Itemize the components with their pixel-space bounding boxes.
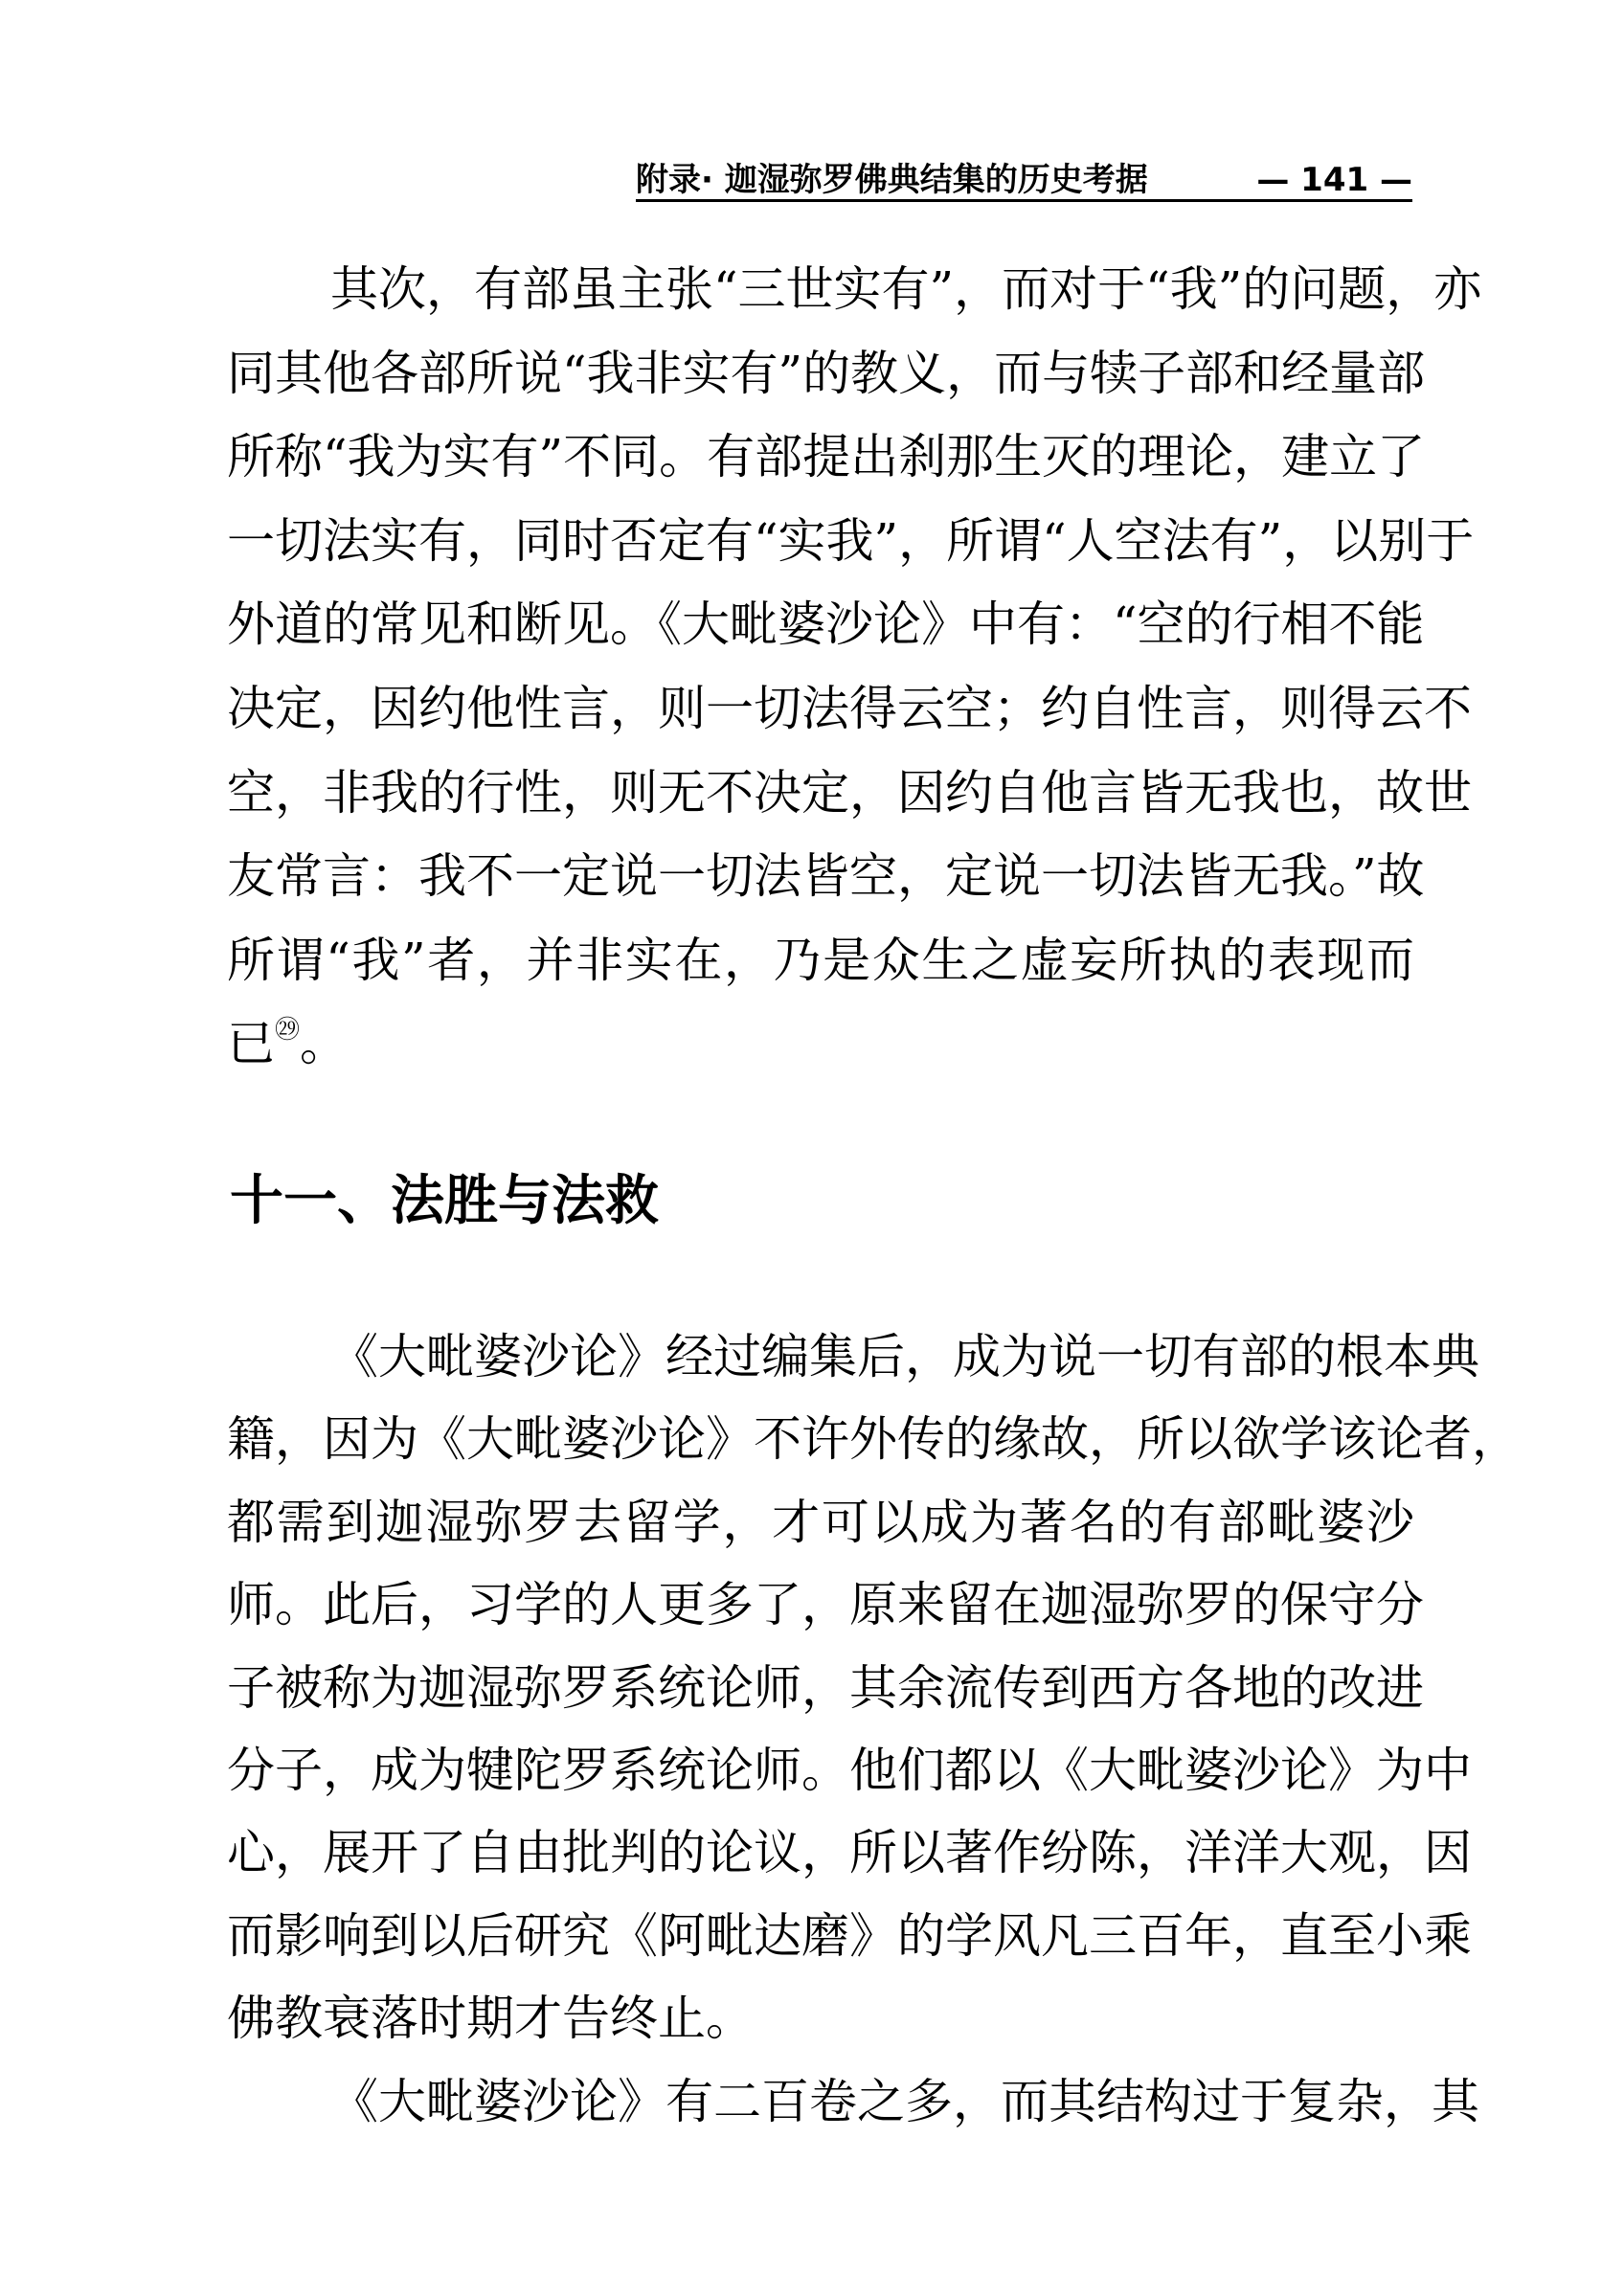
text-line [227, 918, 1414, 1002]
text-line-content: 籍，因为《大毗婆沙论》不许外传的缘故，所以欲学该论者， [227, 1411, 1520, 1468]
text-line [227, 1563, 1424, 1647]
text-line [227, 1811, 1472, 1895]
text-line-content: 都需到迦湿弥罗去留学，才可以成为著名的有部毗婆沙 [227, 1494, 1414, 1550]
text-line-content: 《大毗婆沙论》经过编集后，成为说一切有部的根本典 [330, 1329, 1479, 1384]
section-heading: 十一、法胜与法救 [230, 1170, 659, 1232]
text-line [227, 1480, 1414, 1564]
text-line-content: 友常言：我不一定说一切法皆空，定说一切法皆无我。”故 [227, 848, 1425, 905]
text-line [227, 666, 1472, 751]
header-rule [636, 199, 1412, 202]
text-line [227, 1894, 1472, 1978]
text-line [227, 415, 1426, 499]
text-line-content: 一切法实有，同时否定有“实我”，所谓“人空法有”，以别于 [227, 512, 1475, 569]
text-line-content: 《大毗婆沙论》有二百卷之多，而其结构过于复杂，其 [330, 2074, 1479, 2129]
text-line-content: 决定，因约他性言，则一切法得云空；约自性言，则得云不 [227, 681, 1472, 736]
text-line [227, 1001, 1414, 1086]
text-line-content: 而影响到以后研究《阿毗达磨》的学风凡三百年，直至小乘 [227, 1907, 1472, 1964]
text-line-content: 所称“我为实有”不同。有部提出刹那生灭的理论，建立了 [227, 429, 1426, 485]
text-line-content: 空，非我的行性，则无不决定，因约自他言皆无我也，故世 [227, 764, 1472, 821]
text-line [227, 499, 1475, 583]
page-number: — 141 — [1256, 161, 1412, 199]
text-line-content: 同其他各部所说“我非实有”的教义，而与犊子部和经量部 [227, 345, 1426, 401]
text-line-content: 所谓“我”者，并非实在，乃是众生之虚妄所执的表现而 [227, 932, 1414, 988]
text-line-content: 子被称为迦湿弥罗系统论师，其余流传到西方各地的改进 [227, 1659, 1424, 1716]
header-title: 附录· 迦湿弥罗佛典结集的历史考据 [636, 161, 1148, 199]
text-line-content: 已 [227, 1016, 275, 1072]
text-line-content: 佛教衰落时期才告终止。 [227, 1991, 754, 2047]
text-line [227, 582, 1425, 666]
text-line [227, 834, 1425, 918]
text-line-content: 心，展开了自由批判的论议，所以著作纷陈，洋洋大观，因 [227, 1825, 1472, 1881]
sentence-end: 。 [300, 1016, 349, 1072]
text-line [330, 2059, 1479, 2144]
text-line-content: 其次，有部虽主张“三世实有”，而对于“我”的问题，亦 [330, 261, 1482, 317]
text-line [330, 1315, 1479, 1399]
text-line-content: 师。此后，习学的人更多了，原来留在迦湿弥罗的保守分 [227, 1577, 1424, 1633]
text-line [227, 1976, 1414, 2060]
text-line-content: 分子，成为犍陀罗系统论师。他们都以《大毗婆沙论》为中 [227, 1743, 1472, 1798]
text-line [227, 1728, 1472, 1812]
text-line [227, 1646, 1424, 1730]
footnote-marker[interactable]: ㉙ [275, 1016, 301, 1046]
text-line-content: 外道的常见和断见。《大毗婆沙论》中有：“空的行相不能 [227, 596, 1425, 653]
running-header [636, 159, 1412, 201]
text-line [227, 1397, 1520, 1481]
text-line [330, 247, 1482, 331]
text-line [227, 751, 1472, 835]
text-line [227, 331, 1426, 416]
